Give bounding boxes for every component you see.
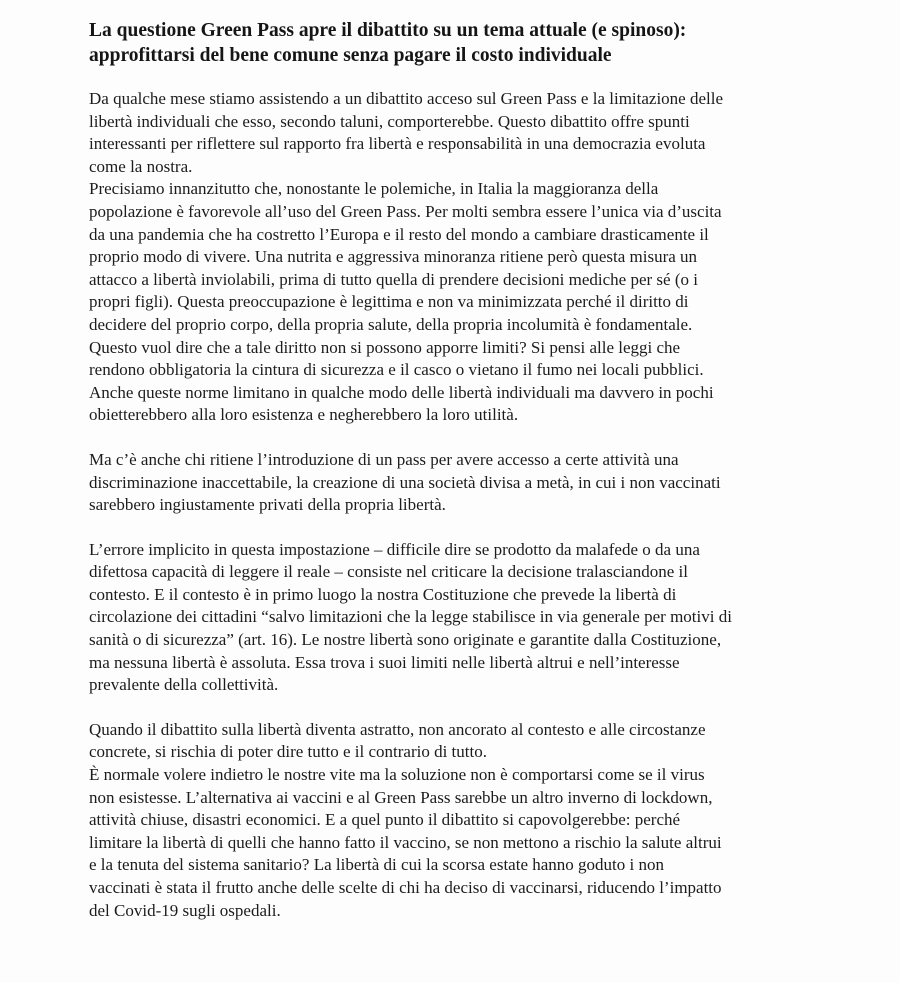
article-title <box>89 18 814 68</box>
text-line: popolazione è favorevole all’uso del Green Pass. Per molti sembra essere l’unica via d’uscita <box>89 201 722 221</box>
paragraph <box>89 88 814 178</box>
text-line: del Covid-19 sugli ospedali. <box>89 900 281 920</box>
title-line: approfittarsi del bene comune senza pagare il costo individuale <box>89 45 612 66</box>
text-line: decidere del proprio corpo, della propria salute, della propria incolumità è fondamentale. <box>89 314 693 334</box>
paragraph <box>89 764 814 922</box>
text-line: vaccinati è stata il frutto anche delle scelte di chi ha deciso di vaccinarsi, riducendo l’impatto <box>89 878 722 897</box>
text-line: attività chiuse, disastri economici. E a quel punto il dibattito si capovolgerebbe: perché <box>89 810 681 830</box>
section-gap <box>89 427 814 449</box>
text-line: ma nessuna libertà è assoluta. Essa trova i suoi limiti nelle libertà altrui e nell’interesse <box>89 652 680 672</box>
text-line: concrete, si rischia di poter dire tutto e il contrario di tutto. <box>89 742 487 762</box>
text-line: Anche queste norme limitano in qualche modo delle libertà individuali ma davvero in pochi <box>89 382 714 402</box>
paragraph <box>89 178 814 427</box>
paragraph <box>89 719 814 764</box>
text-line: prevalente della collettività. <box>89 675 279 695</box>
text-line: limitare la libertà di quelli che hanno fatto il vaccino, se non mettono a rischio la salute altrui <box>89 832 722 852</box>
text-line: discriminazione inaccettabile, la creazione di una società divisa a metà, in cui i non vaccinati <box>89 472 721 492</box>
text-line: L’errore implicito in questa impostazione – difficile dire se prodotto da malafede o da una <box>89 539 700 559</box>
text-line: È normale volere indietro le nostre vite ma la soluzione non è comportarsi come se il virus <box>89 765 705 785</box>
text-line: da una pandemia che ha costretto l’Europa e il resto del mondo a cambiare drasticamente il <box>89 224 709 244</box>
text-line: Precisiamo innanzitutto che, nonostante le polemiche, in Italia la maggioranza della <box>89 179 659 199</box>
text-line: Da qualche mese stiamo assistendo a un dibattito acceso sul Green Pass e la limitazione delle <box>89 89 724 108</box>
text-line: sanità o di sicurezza” (art. 16). Le nostre libertà sono originate e garantite dalla Costituzione, <box>89 630 722 650</box>
text-line: propri figli). Questa preoccupazione è legittima e non va minimizzata perché il diritto di <box>89 292 689 312</box>
text-line: Ma c’è anche chi ritiene l’introduzione di un pass per avere accesso a certe attività una <box>89 449 679 469</box>
text-line: attacco a libertà inviolabili, prima di tutto quella di prendere decisioni mediche per sé (o i <box>89 269 698 289</box>
text-line: sarebbero ingiustamente privati della propria libertà. <box>89 495 446 515</box>
text-line: difettosa capacità di leggere il reale – consiste nel criticare la decisione tralasciandone il <box>89 562 688 582</box>
text-line: interessanti per riflettere sul rapporto fra libertà e responsabilità in una democrazia evoluta <box>89 134 706 154</box>
text-line: Questo vuol dire che a tale diritto non si possono apporre limiti? Si pensi alle leggi che <box>89 337 681 357</box>
text-line: libertà individuali che esso, secondo taluni, comporterebbe. Questo dibattito offre spunti <box>89 111 690 131</box>
text-line: contesto. E il contesto è in primo luogo la nostra Costituzione che prevede la libertà di <box>89 584 677 604</box>
paragraph <box>89 539 814 697</box>
text-line: circolazione dei cittadini “salvo limitazioni che la legge stabilisce in via generale per motivi di <box>89 607 732 627</box>
text-line: come la nostra. <box>89 156 193 176</box>
article-body <box>89 88 814 922</box>
document-page <box>89 18 814 922</box>
text-line: Quando il dibattito sulla libertà diventa astratto, non ancorato al contesto e alle circostanze <box>89 719 706 739</box>
text-line: e la tenuta del sistema sanitario? La libertà di cui la scorsa estate hanno goduto i non <box>89 855 664 875</box>
section-gap <box>89 517 814 539</box>
section-gap <box>89 697 814 719</box>
text-line: proprio modo di vivere. Una nutrita e aggressiva minoranza ritiene però questa misura un <box>89 247 698 267</box>
text-line: rendono obbligatoria la cintura di sicurezza e il casco o vietano il fumo nei locali pubblici. <box>89 360 704 380</box>
paragraph <box>89 449 814 517</box>
text-line: obietterebbero alla loro esistenza e negherebbero la loro utilità. <box>89 405 519 425</box>
text-line: non esistesse. L’alternativa ai vaccini e al Green Pass sarebbe un altro inverno di lockdown, <box>89 787 713 807</box>
title-line: La questione Green Pass apre il dibattito su un tema attuale (e spinoso): <box>89 20 687 41</box>
